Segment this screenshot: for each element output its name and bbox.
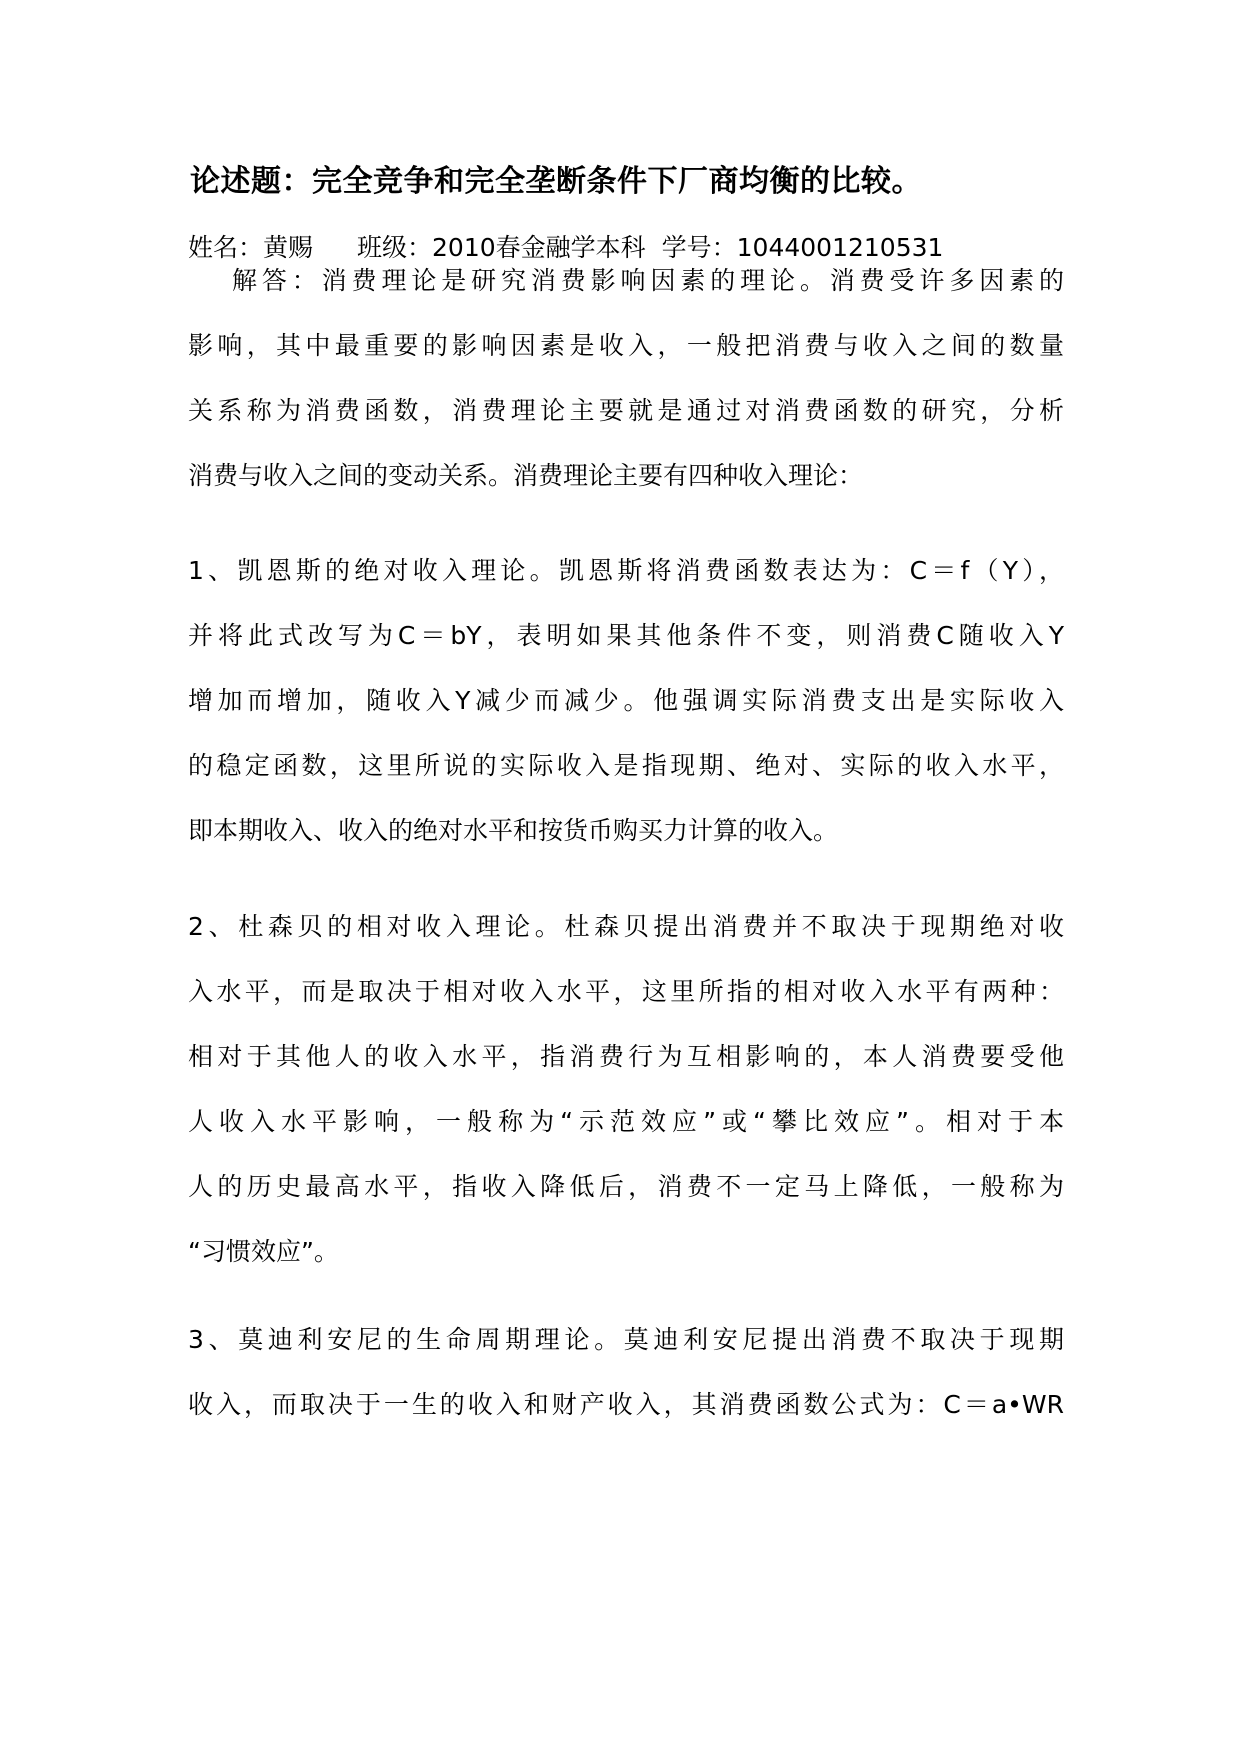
paragraph-line: “习惯效应”。: [188, 1237, 339, 1266]
paragraph-line: 关系称为消费函数，消费理论主要就是通过对消费函数的研究，分析: [188, 396, 1064, 425]
student-class: 班级：2010春金融学本科: [357, 233, 646, 262]
paragraph-line: 并将此式改写为C＝bY，表明如果其他条件不变，则消费C随收入Y: [188, 621, 1064, 650]
student-name: 姓名：黄赐: [188, 233, 314, 262]
paragraph-line: 人的历史最高水平，指收入降低后，消费不一定马上降低，一般称为: [188, 1172, 1064, 1201]
paragraph-line: 影响，其中最重要的影响因素是收入，一般把消费与收入之间的数量: [188, 331, 1064, 360]
paragraph-line: 相对于其他人的收入水平，指消费行为互相影响的，本人消费要受他: [188, 1042, 1064, 1071]
paragraph-intro: [188, 248, 1064, 508]
paragraph-line: 解答：消费理论是研究消费影响因素的理论。消费受许多因素的: [232, 266, 1064, 295]
paragraph-line: 的稳定函数，这里所说的实际收入是指现期、绝对、实际的收入水平，: [188, 751, 1064, 780]
paragraph-line: 收入，而取决于一生的收入和财产收入，其消费函数公式为：C＝a•WR: [188, 1390, 1064, 1419]
paragraph-line: 即本期收入、收入的绝对水平和按货币购买力计算的收入。: [188, 816, 839, 845]
document-title: 论述题：完全竞争和完全垄断条件下厂商均衡的比较。: [190, 164, 922, 199]
paragraph-line: 入水平，而是取决于相对收入水平，这里所指的相对收入水平有两种：: [188, 977, 1064, 1006]
paragraph-line: 消费与收入之间的变动关系。消费理论主要有四种收入理论：: [188, 461, 864, 490]
paragraph-keynes: [188, 538, 1064, 863]
paragraph-line: 1、凯恩斯的绝对收入理论。凯恩斯将消费函数表达为：C＝f（Y），: [188, 556, 1064, 585]
paragraph-duesenberry: [188, 894, 1064, 1284]
paragraph-line: 3、莫迪利安尼的生命周期理论。莫迪利安尼提出消费不取决于现期: [188, 1325, 1064, 1354]
paragraph-line: 2、杜森贝的相对收入理论。杜森贝提出消费并不取决于现期绝对收: [188, 912, 1064, 941]
paragraph-modigliani: [188, 1307, 1064, 1437]
paragraph-line: 增加而增加，随收入Y减少而减少。他强调实际消费支出是实际收入: [188, 686, 1064, 715]
paragraph-line: 人收入水平影响，一般称为“示范效应”或“攀比效应”。相对于本: [188, 1107, 1064, 1136]
student-id: 学号：1044001210531: [661, 233, 944, 262]
